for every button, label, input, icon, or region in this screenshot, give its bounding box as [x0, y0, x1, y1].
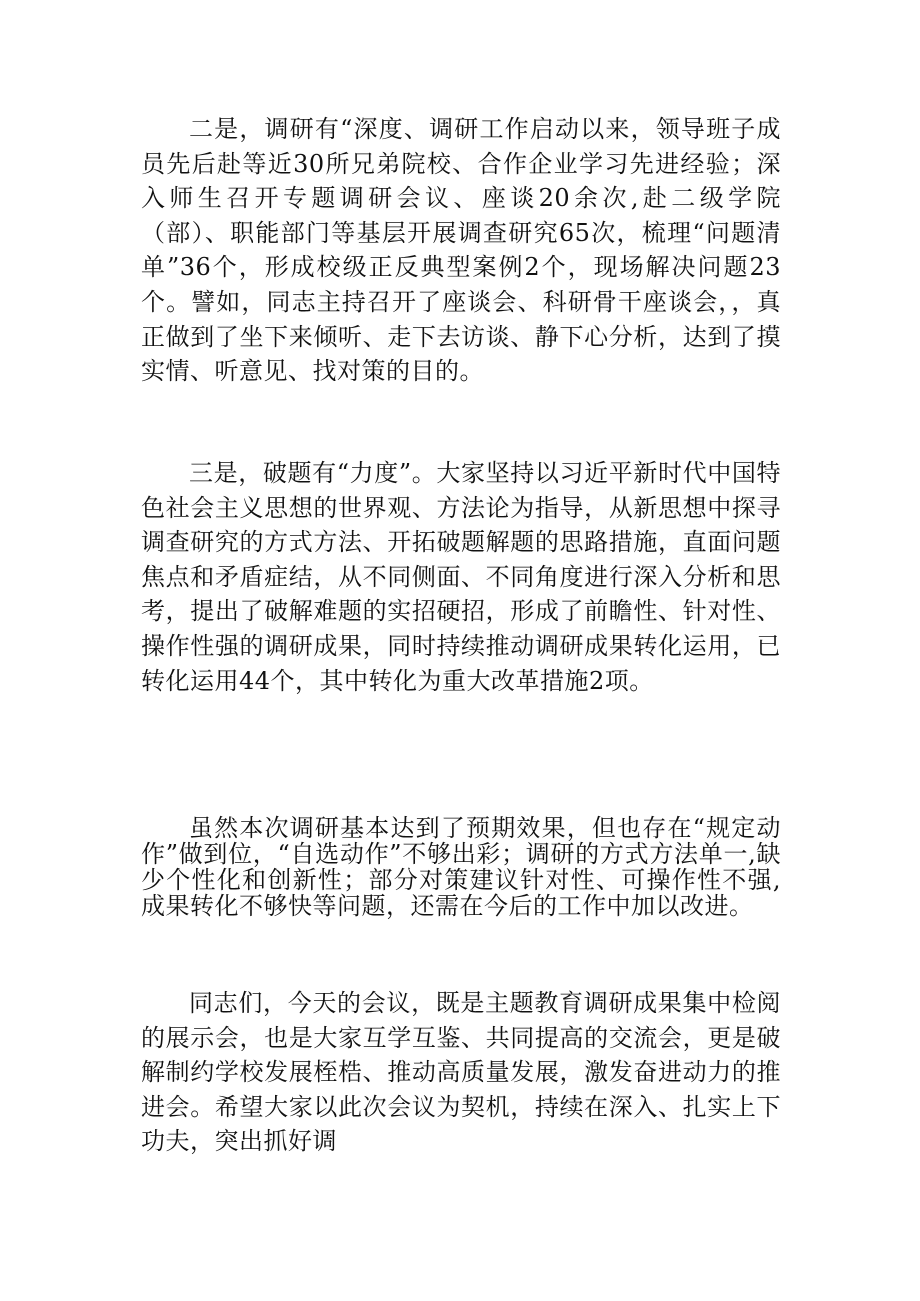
- paragraph-closing: 同志们，今天的会议，既是主题教育调研成果集中检阅的展示会，也是大家互学互鉴、共同提高的交流会，更是破解制约学校发展桎梏、推动高质量发展，激发奋进动力的推进会。希望大家以此次会议为契机，持续在深入、扎实上下功夫，突出抓好调: [141, 989, 781, 1156]
- paragraph-second-point: 二是，调研有“深度、调研工作启动以来，领导班子成员先后赴等近30所兄弟院校、合作企业学习先进经验；深入师生召开专题调研会议、座谈20余次,赴二级学院（部）、职能部门等基层开展调查研究65次，梳理“问题清单”36个，形成校级正反典型案例2个，现场解决问题23个。譬如，同志主持召开了座谈会、科研骨干座谈会，，真正做到了坐下来倾听、走下去访谈、静下心分析，达到了摸实情、听意见、找对策的目的。: [141, 115, 781, 386]
- paragraph-third-point: 三是，破题有“力度”。大家坚持以习近平新时代中国特色社会主义思想的世界观、方法论为指导，从新思想中探寻调查研究的方式方法、开拓破题解题的思路措施，直面问题焦点和矛盾症结，从不同侧面、不同角度进行深入分析和思考，提出了破解难题的实招硬招，形成了前瞻性、针对性、操作性强的调研成果，同时持续推动调研成果转化运用，已转化运用44个，其中转化为重大改革措施2项。: [141, 459, 781, 695]
- paragraph-shortcomings: 虽然本次调研基本达到了预期效果，但也存在“规定动作”做到位，“自选动作”不够出彩；调研的方式方法单一,缺少个性化和创新性；部分对策建议针对性、可操作性不强,成果转化不够快等问题，还需在今后的工作中加以改进。: [141, 814, 781, 920]
